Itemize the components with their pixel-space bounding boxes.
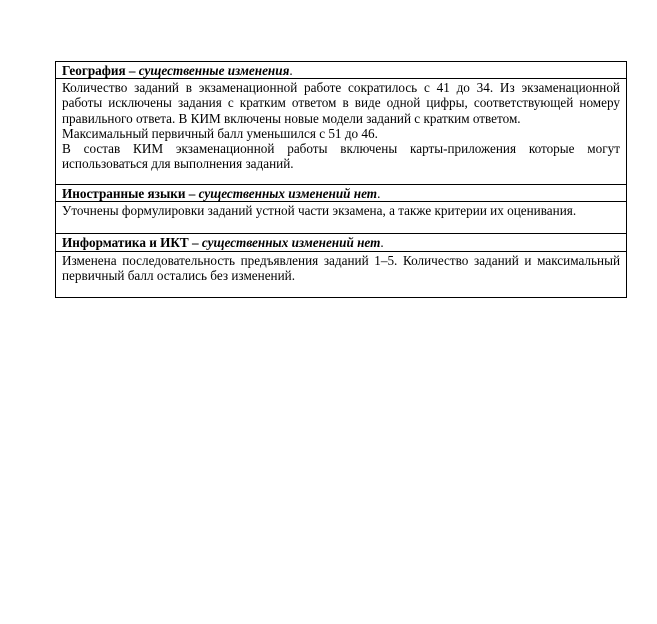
- change-status: существенных изменений нет: [201, 235, 381, 251]
- change-status: существенных изменений нет: [198, 186, 378, 202]
- section-body-cell: [56, 202, 627, 234]
- section-body-geography: [56, 79, 627, 185]
- body-paragraph: В состав КИМ экзаменационной работы включены карты-приложения которые могут использоваться для выполнения заданий.: [62, 141, 620, 172]
- section-body-cell: [56, 251, 627, 297]
- subject-dash: –: [185, 186, 199, 202]
- body-paragraph: Уточнены формулировки заданий устной части экзамена, а также критерии их оценивания.: [62, 203, 577, 219]
- status-period: .: [377, 186, 381, 202]
- section-header-foreign-languages: [56, 185, 627, 202]
- section-body-informatics: [56, 251, 627, 297]
- subject-dash: –: [188, 235, 202, 251]
- body-paragraph: Количество заданий в экзаменационной работе сократилось с 41 до 34. Из экзаменационной работы исключены задания с кратким ответом в виде одной цифры, соответствующей номеру правильного ответа. В КИМ включены новые модели заданий с кратким ответом.: [62, 80, 620, 126]
- body-paragraph: Максимальный первичный балл уменьшился с 51 до 46.: [62, 125, 378, 141]
- section-header-cell: [56, 234, 627, 251]
- subject-name: География: [62, 63, 126, 78]
- section-header-informatics: [56, 234, 627, 251]
- subject-dash: –: [125, 63, 139, 78]
- change-status: существенные изменения: [138, 63, 290, 78]
- section-body-foreign-languages: [56, 202, 627, 234]
- section-header-geography: [56, 62, 627, 79]
- status-period: .: [289, 63, 293, 78]
- changes-table: [55, 61, 627, 298]
- status-period: .: [380, 235, 384, 251]
- section-header-cell: [56, 185, 627, 202]
- subject-name: Иностранные языки: [62, 186, 186, 202]
- body-paragraph: Изменена последовательность предъявления заданий 1–5. Количество заданий и максимальный первичный балл остались без изменений.: [62, 252, 620, 283]
- section-header-cell: [56, 62, 627, 79]
- section-body-cell: [56, 79, 627, 185]
- subject-name: Информатика и ИКТ: [62, 235, 189, 251]
